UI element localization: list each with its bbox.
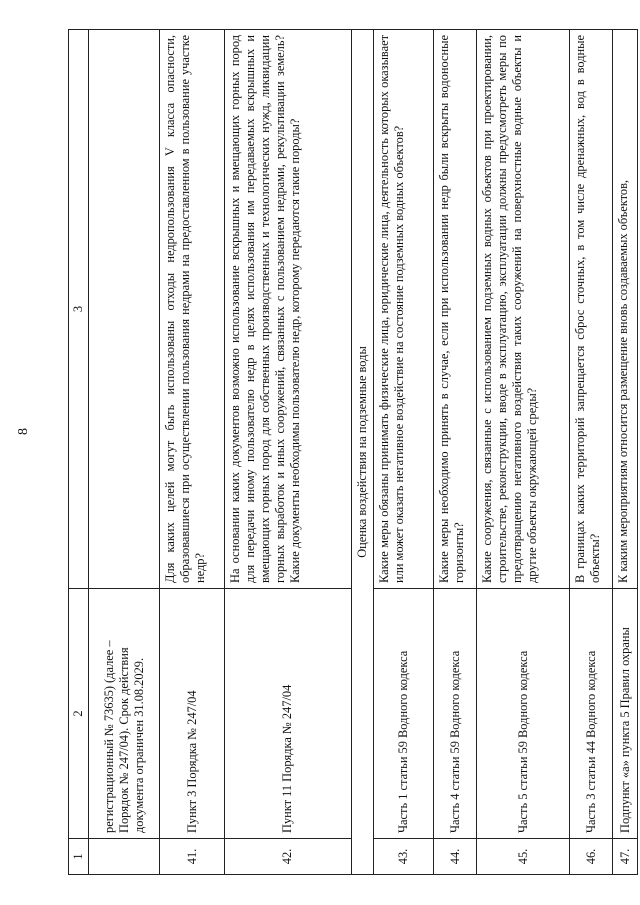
column-header-reference: 2 — [69, 589, 89, 839]
document-table-rotated — [68, 30, 638, 875]
questions-table — [68, 29, 638, 875]
row-number-cell: 42. — [224, 839, 351, 875]
column-header-number: 1 — [69, 839, 89, 875]
reference-cell: Часть 1 статьи 59 Водного кодекса — [374, 589, 434, 839]
table-row-continuation — [89, 30, 160, 875]
table-row — [477, 30, 570, 875]
table-row — [613, 30, 638, 875]
reference-cell: регистрационный № 73635) (далее – Порядок № 247/04). Срок действия документа ограничен 31.08.2029. — [89, 589, 160, 839]
reference-cell: Часть 4 статьи 59 Водного кодекса — [434, 589, 477, 839]
page-number: 8 — [16, 428, 31, 435]
row-number-cell: 43. — [374, 839, 434, 875]
question-cell: На основании каких документов возможно использование вскрышных и вмещающих горных пород для передачи иному пользователю недр в целях использования им передаваемых вскрышных и вмещающих горных пород для собственных производственных и технологических нужд, ликвидации горных выработок и иных сооружений, связанных с пользованием недрами, рекультивации земель? Какие документы необходимы пользователю недр, которому передаются такие породы? — [224, 30, 351, 589]
reference-cell: Пункт 11 Порядка № 247/04 — [224, 589, 351, 839]
reference-cell: Пункт 3 Порядка № 247/04 — [160, 589, 225, 839]
row-number-cell: 41. — [160, 839, 225, 875]
reference-cell: Часть 5 статьи 59 Водного кодекса — [477, 589, 570, 839]
section-title: Оценка воздействия на подземные воды — [351, 30, 374, 875]
column-header-question: 3 — [69, 30, 89, 589]
table-row — [434, 30, 477, 875]
reference-cell: Часть 3 статьи 44 Водного кодекса — [570, 589, 613, 839]
question-cell: К каким мероприятиям относится размещение вновь создаваемых объектов, — [613, 30, 638, 589]
table-row — [374, 30, 434, 875]
reference-cell: Подпункт «а» пункта 5 Правил охраны — [613, 589, 638, 839]
section-header-row — [351, 30, 374, 875]
row-number-cell: 44. — [434, 839, 477, 875]
question-cell: Для каких целей могут быть использованы отходы недропользования V класса опасности, образовавшиеся при осуществлении пользования недрами на предоставленном в пользование участке недр? — [160, 30, 225, 589]
table-row — [570, 30, 613, 875]
question-cell: Какие сооружения, связанные с использованием подземных водных объектов при проектировании, строительстве, реконструкции, вводе в эксплуатацию, эксплуатации должны предусмотреть меры по предотвращению негативного воздействия таких сооружений на поверхностные водные объекты и другие объекты окружающей среды? — [477, 30, 570, 589]
question-cell: В границах каких территорий запрещается сброс сточных, в том числе дренажных, вод в водные объекты? — [570, 30, 613, 589]
table-row — [160, 30, 225, 875]
row-number-cell — [89, 839, 160, 875]
table-header-row — [69, 30, 89, 875]
row-number-cell: 45. — [477, 839, 570, 875]
question-cell — [89, 30, 160, 589]
table-row — [224, 30, 351, 875]
question-cell: Какие меры обязаны принимать физические лица, юридические лица, деятельность которых оказывает или может оказать негативное воздействие на состояние подземных водных объектов? — [374, 30, 434, 589]
question-cell: Какие меры необходимо принять в случае, если при использовании недр были вскрыты водоносные горизонты? — [434, 30, 477, 589]
row-number-cell: 46. — [570, 839, 613, 875]
row-number-cell: 47. — [613, 839, 638, 875]
